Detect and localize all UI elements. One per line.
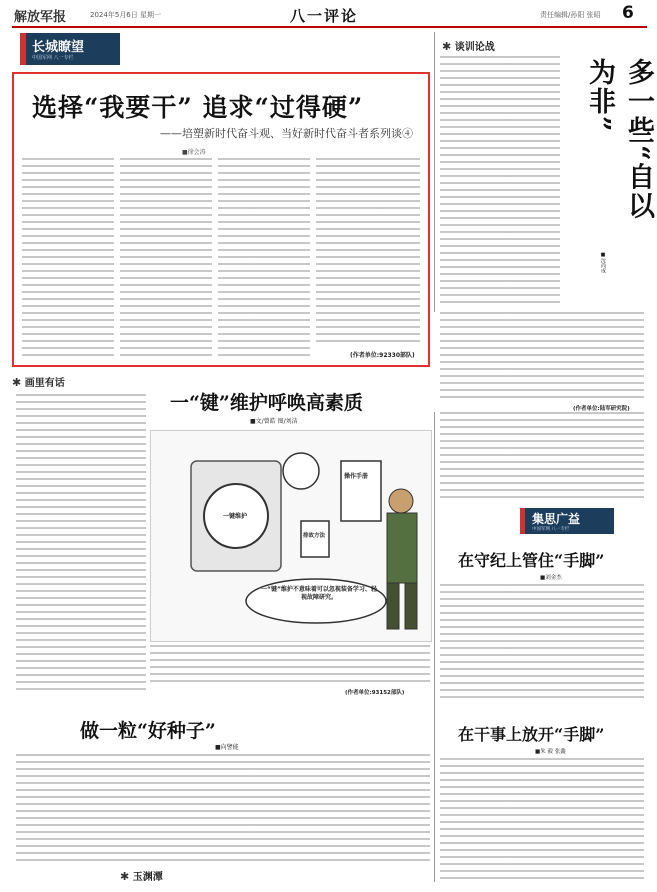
middle-right-body: [440, 584, 644, 702]
cartoon-end-note: (作者单位:93152部队): [345, 690, 405, 696]
cartoon-header: 画里有话: [24, 378, 65, 389]
middle-right-author: ■刘金杰: [540, 575, 562, 581]
lead-article-end-note: (作者单位:92330部队): [350, 352, 415, 359]
paper-name: 解放军报: [14, 10, 67, 25]
cartoon-label-method: 排故方法: [303, 533, 326, 539]
right-column-author: ■沈尚成: [600, 252, 606, 273]
cartoon-article-body-b: [150, 645, 430, 685]
bottom-right-body: [440, 758, 644, 884]
lead-article-title: 选择“我要干” 追求“过得硬”: [32, 93, 364, 122]
cartoon-drawing: [151, 431, 431, 641]
right-column-header-row: [442, 38, 495, 53]
cartoon-article-body: [16, 394, 146, 694]
right-column-header: 谈训论战: [454, 42, 495, 53]
cartoon-header-row: [12, 374, 65, 389]
cartoon-speech-bubble: 一“键”维护不意味着可以忽视装备学习、轻视故障研究。: [261, 586, 377, 601]
column-tag-jisi: [520, 508, 614, 534]
lead-article-body-col2: [120, 158, 212, 358]
bottom-right-author: ■朱 毅 张鑫: [535, 749, 566, 755]
bottom-left-title: 做一粒“好种子”: [80, 720, 216, 742]
bottom-right-title: 在干事上放开“手脚”: [458, 725, 605, 744]
lead-article-body-col3: [218, 158, 310, 358]
header-rule: [12, 26, 647, 28]
bottom-left-body: [16, 754, 430, 864]
cartoon-title: 一“键”维护呼唤高素质: [170, 392, 363, 414]
right-column-end-note: (作者单位:陆军研究院): [573, 406, 630, 412]
lead-article-body-col1: [22, 158, 114, 358]
yuyuantan-header: 玉渊潭: [132, 872, 163, 883]
lead-article-subtitle: ——培塑新时代奋斗观、当好新时代奋斗者系列谈④: [160, 127, 413, 140]
section-title: 八一评论: [290, 7, 359, 25]
cartoon-byline: ■文/曾皓 图/刘洁: [250, 418, 298, 425]
column-tag-jisi-title: 集思广益: [532, 512, 581, 526]
cartoon-label-onekey: 一键维护: [223, 513, 248, 520]
star-icon: ✱: [120, 870, 130, 883]
right-column-body-b: [440, 312, 644, 402]
right-column-title: 多一些“自以为非”: [584, 58, 654, 221]
cartoon-label-manual: 操作手册: [344, 473, 369, 480]
column-tag-subtitle: 中国军网 八一专栏: [32, 55, 74, 61]
column-divider-lower: [434, 412, 435, 882]
page-number: 6: [622, 3, 634, 23]
cartoon-illustration: [150, 430, 432, 642]
right-column-body-a: [440, 56, 560, 306]
star-icon: ✱: [442, 40, 452, 53]
column-tag-jisi-subtitle: 中国军网 八一专栏: [532, 527, 570, 532]
lead-article-author: ■徐会涛: [182, 149, 206, 156]
column-tag-changcheng: [20, 33, 120, 65]
column-tag-title: 长城瞭望: [32, 40, 85, 55]
column-divider: [434, 32, 435, 312]
yuyuantan-header-row: [120, 868, 163, 883]
tag-accent: [520, 508, 525, 534]
tag-accent: [20, 33, 26, 65]
issue-date: 2024年5月6日 星期一: [90, 11, 161, 19]
editor-credits: 责任编辑/孙阳 张昭: [540, 11, 601, 19]
right-column-body-c: [440, 412, 644, 502]
star-icon: ✱: [12, 376, 22, 389]
bottom-left-author: ■向譬能: [215, 744, 239, 751]
lead-article-body-col4: [316, 158, 420, 343]
middle-right-title: 在守纪上管住“手脚”: [458, 551, 605, 570]
